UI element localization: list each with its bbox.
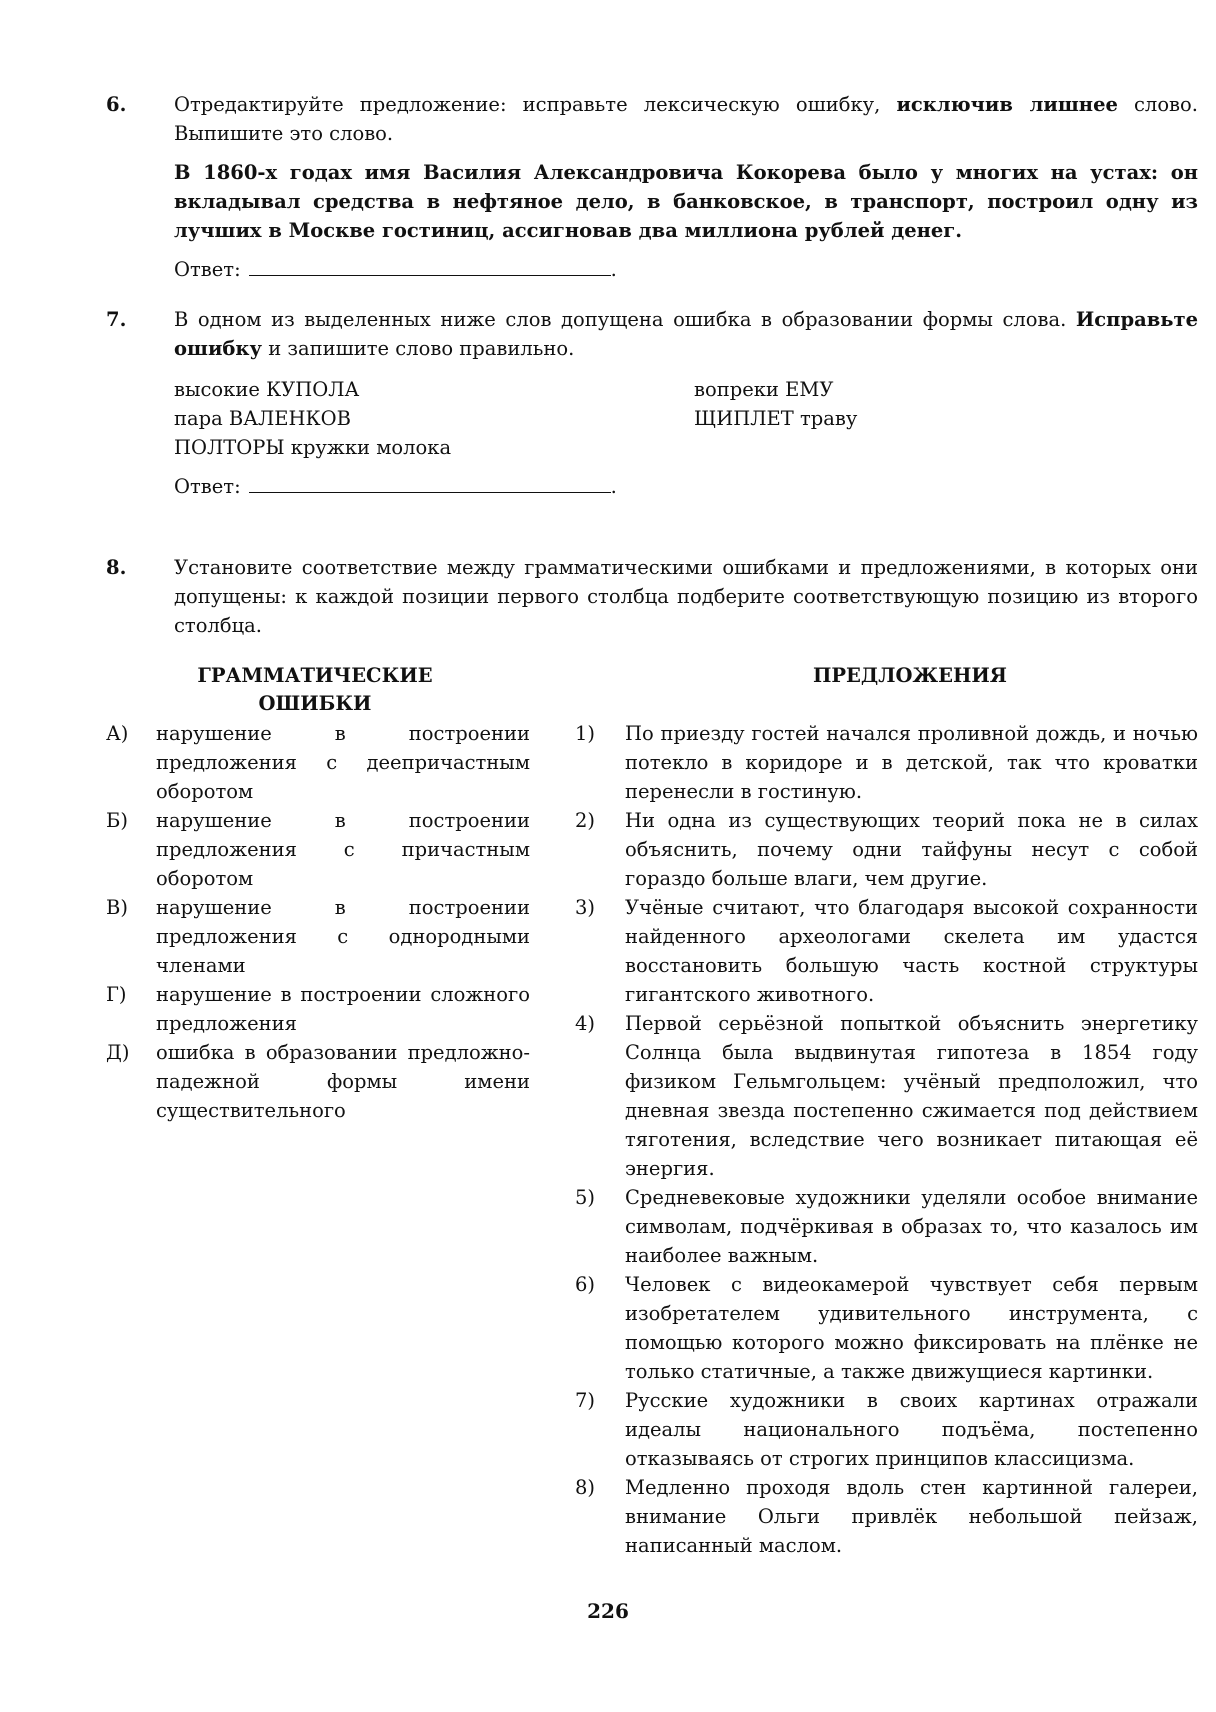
sentence-item: 8) Медленно проходя вдоль стен картинной галереи, внимание Ольги привлёк небольшой пейзаж, написанный маслом. — [575, 1476, 1198, 1557]
task-7-body — [174, 305, 1198, 501]
errors-list — [106, 719, 530, 1125]
task-6-instruction: Отредактируйте предложение: исправьте лексическую ошибку, исключив лишнее слово. Выпишите это слово. — [174, 93, 1198, 145]
sentence-item: 6) Человек с видеокамерой чувствует себя первым изобретателем удивительного инструмента, с помощью которого можно фиксировать на плёнке не только статичные, а также движущиеся картинки. — [575, 1273, 1198, 1383]
task-6-sentence: В 1860-х годах имя Василия Александровича Кокорева было у многих на устах: он вкладывал средства в нефтяное дело, в банковское, в транспорт, построил одну из лучших в Москве гостиниц, ассигновав два миллиона рублей денег. — [174, 161, 1198, 242]
task-7-number: 7. — [106, 308, 127, 331]
error-item: Б) нарушение в построении предложения с причастным оборотом — [106, 809, 530, 890]
sentence-item: 1) По приезду гостей начался проливной дождь, и ночью потекло в коридоре и в детской, так что кроватки перенесли в гостиную. — [575, 722, 1198, 803]
word-item: ЩИПЛЕТ траву — [694, 407, 858, 430]
answer-field[interactable] — [249, 255, 611, 276]
sentence-item: 7) Русские художники в своих картинах отражали идеалы национального подъёма, постепенно отказываясь от строгих принципов классицизма. — [575, 1389, 1198, 1470]
word-column-left — [174, 375, 694, 462]
error-item: В) нарушение в построении предложения с однородными членами — [106, 896, 530, 977]
task-8 — [106, 553, 1198, 640]
task-6-body — [174, 90, 1198, 284]
errors-column-title: ГРАММАТИЧЕСКИЕ ОШИБКИ — [197, 664, 433, 715]
task-6 — [106, 90, 1198, 284]
word-item: высокие КУПОЛА — [174, 378, 360, 401]
sentence-item: 5) Средневековые художники уделяли особое внимание символам, подчёркивая в образах то, что казалось им наиболее важным. — [575, 1186, 1198, 1267]
sentences-list — [575, 719, 1198, 1560]
task-7 — [106, 305, 1198, 501]
task-8-number: 8. — [106, 556, 127, 579]
error-item: А) нарушение в построении предложения с деепричастным оборотом — [106, 722, 530, 803]
task-7-answer: Ответ: . — [174, 472, 1198, 501]
error-item: Д) ошибка в образовании предложно-падежной формы имени существительного — [106, 1041, 530, 1122]
task-7-instruction: В одном из выделенных ниже слов допущена ошибка в образовании формы слова. Исправьте ошибку и запишите слово правильно. — [174, 308, 1198, 360]
sentence-item: 4) Первой серьёзной попыткой объяснить энергетику Солнца была выдвинутая гипотеза в 1854 году физиком Гельмгольцем: учёный предположил, что дневная звезда постепенно сжимается под действием тяготения, вследствие чего возникает питающая её энергия. — [575, 1012, 1198, 1180]
word-item: вопреки ЕМУ — [694, 378, 834, 401]
task-7-word-list — [174, 375, 1198, 462]
task-6-number: 6. — [106, 93, 127, 116]
error-item: Г) нарушение в построении сложного предложения — [106, 983, 530, 1035]
task-6-answer: Ответ: . — [174, 255, 1198, 284]
answer-field[interactable] — [249, 472, 611, 493]
sentences-column-title: ПРЕДЛОЖЕНИЯ — [812, 664, 1007, 687]
page-number: 226 — [587, 1599, 629, 1623]
sentence-item: 2) Ни одна из существующих теорий пока не в силах объяснить, почему одни тайфуны несут с собой гораздо больше влаги, чем другие. — [575, 809, 1198, 890]
answer-label: Ответ: — [174, 258, 241, 281]
task-8-instruction: Установите соответствие между грамматическими ошибками и предложениями, в которых они допущены: к каждой позиции первого столбца подберите соответствующую позицию из второго столбца. — [174, 556, 1198, 637]
word-column-right — [694, 375, 994, 462]
word-item: ПОЛТОРЫ кружки молока — [174, 436, 452, 459]
sentence-item: 3) Учёные считают, что благодаря высокой сохранности найденного археологами скелета им удастся восстановить большую часть костной структуры гигантского животного. — [575, 896, 1198, 1006]
word-item: пара ВАЛЕНКОВ — [174, 407, 351, 430]
answer-label: Ответ: — [174, 475, 241, 498]
